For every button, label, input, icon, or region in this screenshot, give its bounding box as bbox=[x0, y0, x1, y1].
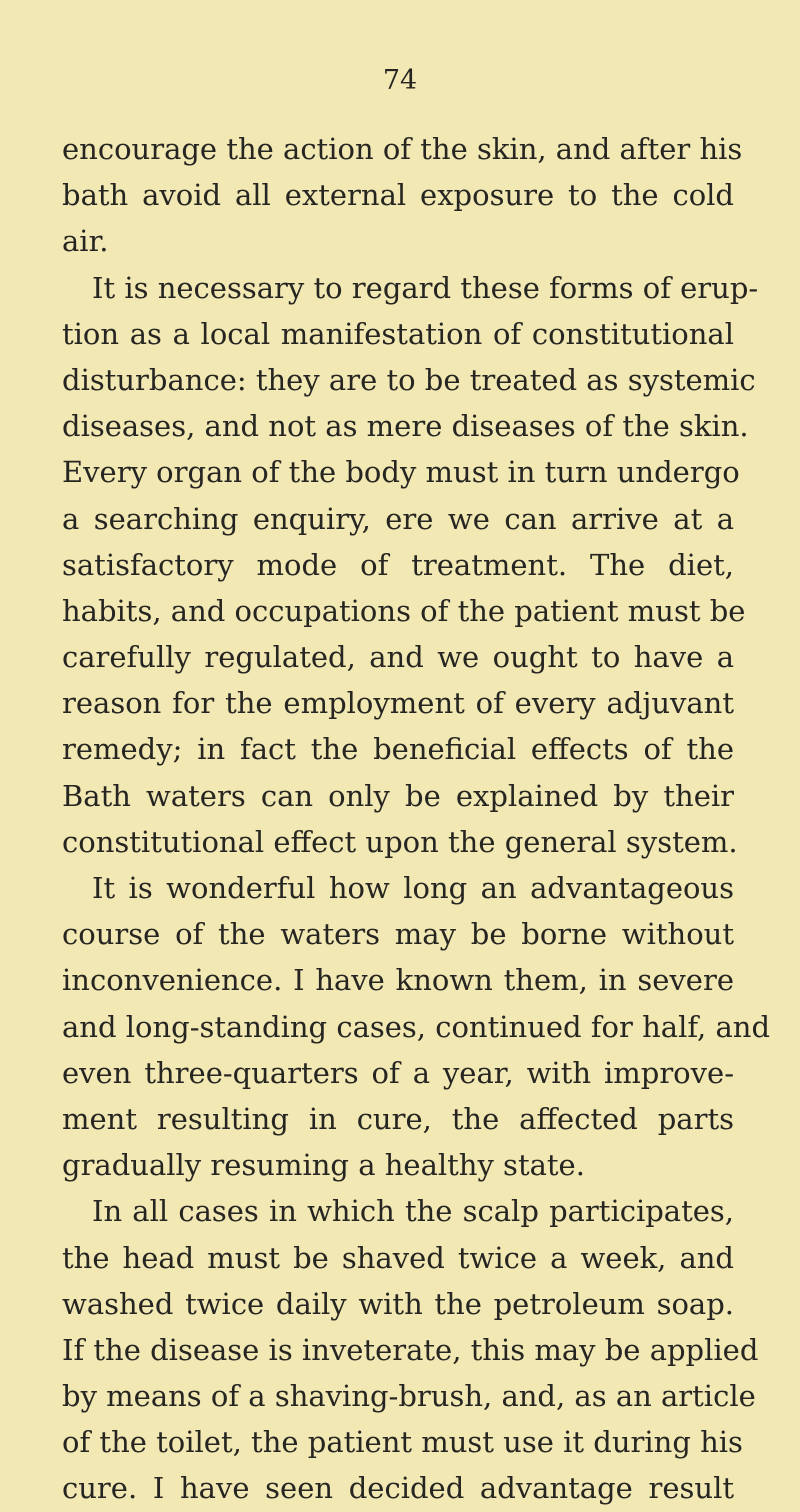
text-line: washed twice daily with the petroleum soap. bbox=[62, 1286, 734, 1321]
page-number: 74 bbox=[382, 65, 418, 96]
text-line: carefully regulated, and we ought to have a bbox=[62, 640, 734, 675]
text-line: the head must be shaved twice a week, and bbox=[62, 1240, 734, 1275]
text-line: diseases, and not as mere diseases of the skin. bbox=[62, 409, 749, 444]
text-line: cure. I have seen decided advantage result bbox=[62, 1471, 734, 1506]
text-line: remedy; in fact the beneficial effects of the bbox=[62, 732, 734, 767]
text-line: In all cases in which the scalp participates, bbox=[92, 1194, 734, 1229]
text-line: If the disease is inveterate, this may be applied bbox=[62, 1332, 759, 1367]
text-line: Every organ of the body must in turn undergo bbox=[62, 455, 740, 490]
text-line: encourage the action of the skin, and after his bbox=[62, 132, 743, 166]
text-line: course of the waters may be borne without bbox=[62, 917, 734, 952]
text-line: of the toilet, the patient must use it during his bbox=[62, 1425, 743, 1460]
text-line: inconvenience. I have known them, in severe bbox=[62, 963, 734, 998]
text-line: bath avoid all external exposure to the cold bbox=[62, 178, 734, 213]
text-line: It is wonderful how long an advantageous bbox=[92, 871, 734, 905]
text-line: constitutional effect upon the general system. bbox=[62, 824, 738, 859]
text-line: gradually resuming a healthy state. bbox=[62, 1148, 585, 1183]
body-text bbox=[62, 126, 771, 1512]
text-line: disturbance: they are to be treated as systemic bbox=[62, 362, 756, 397]
text-line: ment resulting in cure, the affected parts bbox=[62, 1101, 734, 1136]
text-line: a searching enquiry, ere we can arrive at a bbox=[62, 501, 734, 536]
text-line: Bath waters can only be explained by their bbox=[62, 778, 734, 813]
text-line: It is necessary to regard these forms of erup- bbox=[92, 270, 759, 305]
text-line: and long-standing cases, continued for half, and bbox=[62, 1009, 771, 1044]
text-line: habits, and occupations of the patient must be bbox=[62, 593, 746, 628]
text-line: reason for the employment of every adjuvant bbox=[62, 686, 734, 721]
text-line: even three-quarters of a year, with improve- bbox=[62, 1055, 734, 1090]
text-line: by means of a shaving-brush, and, as an article bbox=[62, 1379, 756, 1414]
text-line: air. bbox=[62, 224, 109, 259]
text-line: tion as a local manifestation of constitutional bbox=[62, 316, 734, 351]
text-line: satisfactory mode of treatment. The diet, bbox=[62, 547, 734, 582]
